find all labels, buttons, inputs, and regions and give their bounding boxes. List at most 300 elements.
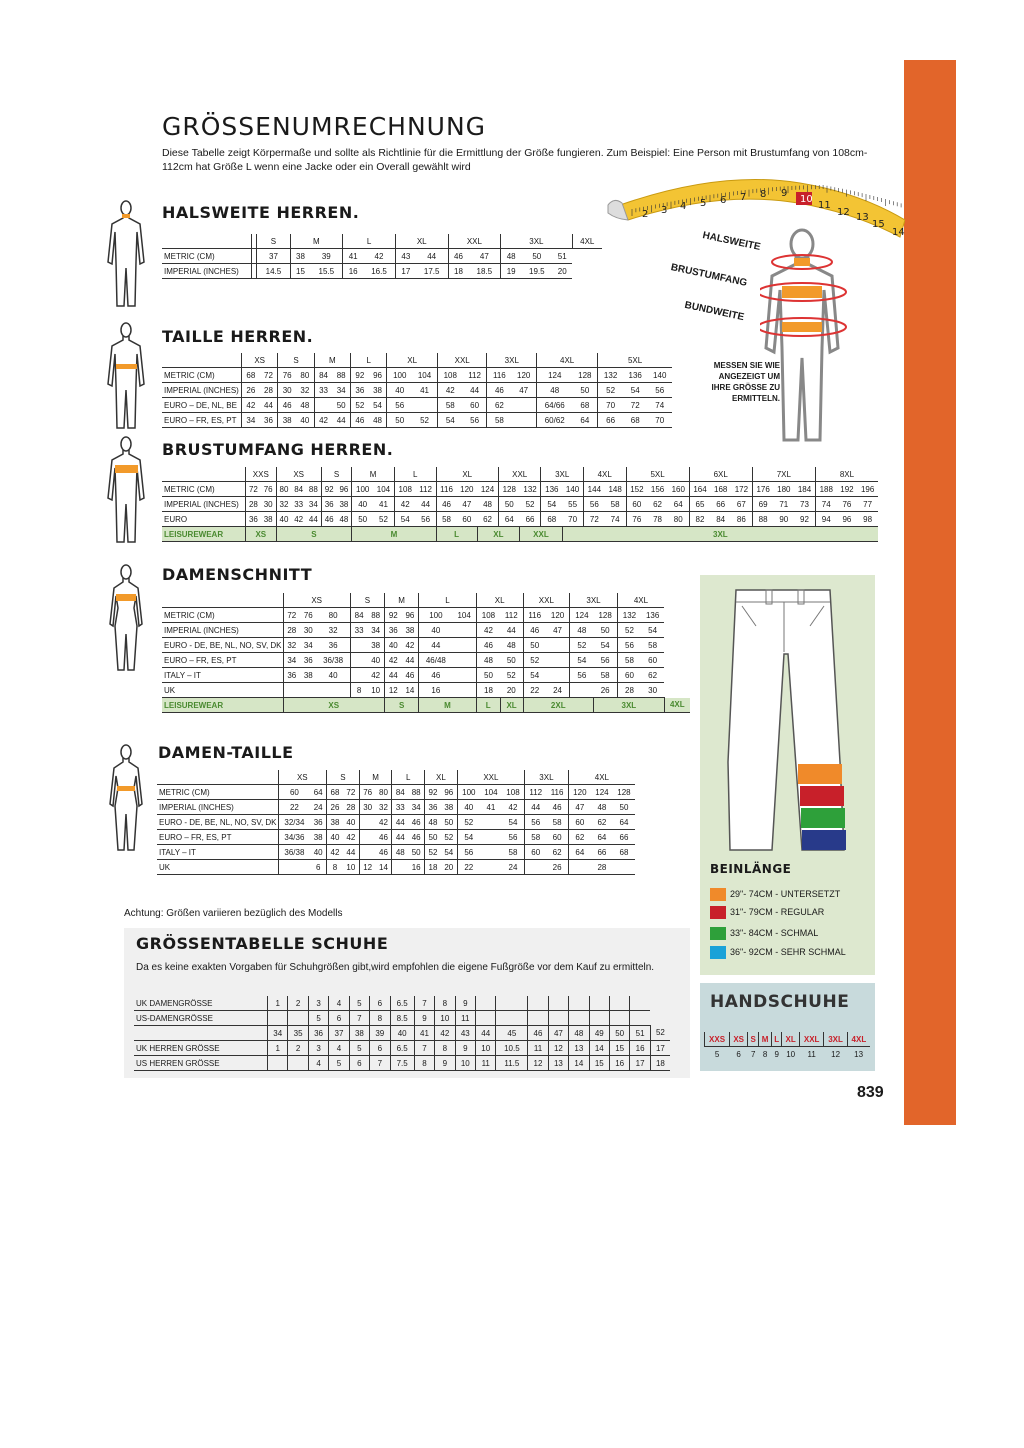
table-cell [314, 398, 332, 413]
table-cell: 36 [308, 1026, 328, 1041]
table-cell: 112 [500, 608, 523, 623]
table-cell: 44 [416, 497, 436, 512]
table-cell: S [321, 467, 352, 482]
table-cell: L [392, 770, 425, 785]
table-cell: IMPERIAL (INCHES) [162, 497, 246, 512]
table-cell: 45 [496, 1026, 528, 1041]
table-cell [476, 1011, 496, 1026]
table-cell: 48 [501, 249, 521, 264]
table-cell: 42 [376, 815, 392, 830]
table-cell: 28 [260, 383, 278, 398]
table-cell: 15.5 [310, 264, 342, 279]
table-cell: 48 [369, 413, 387, 428]
table-cell: 26 [594, 683, 618, 698]
table-cell: 86 [731, 512, 752, 527]
shoe-section-desc: Da es keine exakten Vorgaben für Schuhgrößen gibt,wird empfohlen die eigene Fußgröße vor dem Kauf zu ermitteln. [136, 962, 655, 973]
table-cell: 34/36 [278, 830, 310, 845]
table-cell: 3XL [824, 1032, 847, 1047]
table-cell: 52 [373, 512, 394, 527]
table-cell: 42 [363, 249, 395, 264]
table-cell: 36 [321, 497, 336, 512]
table-cell: 41 [480, 800, 502, 815]
table-cell [609, 996, 629, 1011]
table-cell: IMPERIAL (INCHES) [157, 800, 278, 815]
table-cell: 15 [609, 1041, 629, 1056]
table-cell: 116 [436, 482, 456, 497]
table-cell: 132 [598, 368, 623, 383]
table-cell: EURO – FR, ES, PT [157, 830, 278, 845]
table-cell: 56 [525, 815, 547, 830]
table-cell: 33 [350, 623, 367, 638]
table-cell: 32 [296, 383, 314, 398]
table-cell: 64 [498, 512, 519, 527]
table-cell: 60 [546, 830, 568, 845]
table-cell: L [436, 527, 477, 542]
table-cell: 65 [689, 497, 710, 512]
table-cell: 64 [572, 413, 597, 428]
table-row [157, 815, 635, 830]
table-cell: EURO - DE, BE, NL, NO, SV, DK [157, 815, 278, 830]
table-cell: 16 [419, 683, 453, 698]
table-row [162, 398, 672, 413]
table-cell: 52 [598, 383, 623, 398]
table-cell: 52 [520, 497, 541, 512]
table-cell: 26 [546, 860, 568, 875]
table-cell: S [748, 1032, 759, 1047]
table-row [157, 785, 635, 800]
leisurewear-row [162, 698, 690, 713]
table-cell: 10 [367, 683, 384, 698]
table-cell: 4XL [568, 770, 635, 785]
table-cell: XXL [523, 593, 570, 608]
orange-side-bar [904, 60, 956, 1125]
table-cell [528, 996, 548, 1011]
table-cell: 58 [525, 830, 547, 845]
table-cell: 60 [568, 815, 591, 830]
table-row [134, 1056, 670, 1071]
table-cell: 36 [300, 653, 316, 668]
table-cell [548, 1011, 568, 1026]
table-cell: 46 [546, 800, 568, 815]
table-cell: 5XL [598, 353, 672, 368]
table-cell: 17 [630, 1056, 650, 1071]
table-cell: 48 [392, 845, 408, 860]
table-cell: 9 [455, 996, 475, 1011]
table-cell: 152 [626, 482, 647, 497]
table-row [157, 860, 635, 875]
table-cell: 37 [329, 1026, 349, 1041]
table-cell: 56 [463, 413, 487, 428]
table-cell: 36 [425, 800, 441, 815]
table-cell: 3 [308, 996, 328, 1011]
table-cell: 4XL [537, 353, 598, 368]
table-cell [548, 996, 568, 1011]
table-cell: 38 [402, 623, 419, 638]
table-cell: XXL [799, 1032, 824, 1047]
table-cell: 46 [351, 413, 369, 428]
table-cell: 42 [394, 497, 415, 512]
table-cell: 42 [291, 512, 306, 527]
table-cell: 72 [246, 482, 261, 497]
table-cell: 50 [332, 398, 350, 413]
table-cell: 24 [502, 860, 525, 875]
table-cell: 47 [511, 383, 536, 398]
tape-number: 15 [872, 219, 885, 230]
table-cell: 32 [283, 638, 300, 653]
table-cell: METRIC (CM) [162, 368, 242, 383]
table-cell: 5XL [626, 467, 689, 482]
table-cell: 148 [605, 482, 626, 497]
table-cell [476, 996, 496, 1011]
table-cell: 26 [327, 800, 343, 815]
table-cell: 46 [278, 398, 296, 413]
table-cell: EURO – DE, NL, BE [162, 398, 242, 413]
table-cell: 68 [327, 785, 343, 800]
body-icon-taille [104, 322, 148, 430]
section-title-damen-taille: DAMEN-TAILLE [158, 743, 294, 762]
table-cell: EURO – FR, ES, PT [162, 653, 283, 668]
table-cell: 120 [546, 608, 570, 623]
table-cell: 32 [276, 497, 291, 512]
table-cell: 13 [569, 1041, 589, 1056]
table-cell: EURO [162, 512, 246, 527]
page-number: 839 [857, 1084, 884, 1101]
tape-number: 4 [680, 201, 687, 212]
table-cell: 50 [594, 623, 618, 638]
table-row [162, 264, 602, 279]
table-cell: 4XL [572, 234, 602, 249]
table-cell: 78 [647, 512, 668, 527]
table-cell: XL [477, 527, 520, 542]
table-cell: 28 [343, 800, 359, 815]
table-cell: 40 [457, 800, 480, 815]
table-cell: 192 [837, 482, 858, 497]
table-cell: 48 [591, 800, 613, 815]
table-cell: 58 [594, 668, 618, 683]
table-cell: 52 [617, 623, 641, 638]
table-cell: 30 [278, 383, 296, 398]
table-cell: 38 [290, 249, 310, 264]
table-cell: 66 [613, 830, 635, 845]
table-cell: 88 [367, 608, 384, 623]
table-cell: 64 [613, 815, 635, 830]
table-row [157, 800, 635, 815]
table-cell: 48 [296, 398, 314, 413]
table-cell: 112 [416, 482, 436, 497]
table-cell: 104 [412, 368, 437, 383]
table-cell: XL [387, 353, 438, 368]
table-cell: 50 [500, 653, 523, 668]
tape-number: 5 [700, 198, 707, 209]
table-cell: 2 [288, 996, 308, 1011]
table-cell [480, 860, 502, 875]
table-cell: 47 [568, 800, 591, 815]
table-cell: 44 [343, 845, 359, 860]
table-cell: 60 [278, 785, 310, 800]
table-cell: M [359, 770, 392, 785]
table-cell: 56 [583, 497, 604, 512]
tape-number: 2 [642, 209, 649, 220]
table-header-row [157, 770, 635, 785]
table-cell: 38 [349, 1026, 369, 1041]
table-cell: 48 [537, 383, 573, 398]
table-cell: 70 [647, 413, 672, 428]
table-cell: 44 [525, 800, 547, 815]
table-cell: 116 [546, 785, 568, 800]
table-cell: 6.5 [390, 1041, 414, 1056]
table-cell: 40 [296, 413, 314, 428]
table-cell: 50 [425, 830, 441, 845]
table-cell [359, 830, 375, 845]
table-cell: S [276, 527, 352, 542]
table-cell: 16 [343, 264, 363, 279]
table-cell [546, 638, 570, 653]
table-cell: 52 [523, 653, 546, 668]
table-cell: 66 [591, 845, 613, 860]
table-cell: 16 [630, 1041, 650, 1056]
female-icon-damen-taille [104, 744, 148, 852]
table-cell: XXL [520, 527, 563, 542]
table-cell: XS [283, 593, 350, 608]
table-cell: 64 [568, 845, 591, 860]
table-cell: 58 [546, 815, 568, 830]
table-cell: METRIC (CM) [157, 785, 278, 800]
table-cell: 20 [553, 264, 572, 279]
tape-number: 7 [740, 192, 747, 203]
intro-text: Diese Tabelle zeigt Körpermaße und sollte als Richtlinie für die Ermittlung der Größe fungieren. Zum Beispiel: Eine Person mit Brustumfang von 108cm-112cm hat Größe L wenn eine Jacke oder ein Overall gewählt wird [162, 147, 868, 173]
table-cell: UK [157, 860, 278, 875]
table-cell: 44 [332, 413, 350, 428]
table-cell: 56 [416, 512, 436, 527]
table-cell: 38 [278, 413, 296, 428]
table-cell: 39 [310, 249, 342, 264]
table-cell [546, 653, 570, 668]
table-header-row [162, 593, 690, 608]
table-cell: 64 [668, 497, 689, 512]
table-cell: 58 [487, 413, 511, 428]
table-cell [162, 353, 242, 368]
table-row [162, 608, 690, 623]
table-cell: 92 [351, 368, 369, 383]
table-cell: 49 [589, 1026, 609, 1041]
table-cell: 36 [283, 668, 300, 683]
table-cell: IMPERIAL (INCHES) [162, 264, 252, 279]
table-cell: 60/62 [537, 413, 573, 428]
table-row [162, 482, 878, 497]
table-cell: 54 [523, 668, 546, 683]
table-cell: 74 [815, 497, 836, 512]
table-cell: 7.5 [390, 1056, 414, 1071]
table-cell: S [278, 353, 314, 368]
table-cell: 144 [583, 482, 604, 497]
table-cell: 12 [548, 1041, 568, 1056]
table-cell: LEISUREWEAR [162, 527, 246, 542]
table-cell: 50 [441, 815, 457, 830]
tape-number: 11 [818, 200, 831, 211]
table-cell: 56 [647, 383, 672, 398]
table-cell: XL [425, 770, 458, 785]
table-cell: UK [162, 683, 283, 698]
table-cell: 50 [572, 383, 597, 398]
table-row [134, 1026, 670, 1041]
tape-number: 10 [800, 194, 813, 205]
table-cell: 38 [367, 638, 384, 653]
table-cell: 3XL [525, 770, 569, 785]
table-cell: 44 [392, 830, 408, 845]
table-cell: 33 [291, 497, 306, 512]
table-row [157, 830, 635, 845]
table-cell [316, 683, 350, 698]
table-cell: 42 [385, 653, 402, 668]
table-cell: 34 [283, 653, 300, 668]
table-cell: 48 [425, 815, 441, 830]
table-cell: 54 [641, 623, 664, 638]
table-cell: 188 [815, 482, 836, 497]
table-cell [453, 623, 477, 638]
table-cell: 96 [337, 482, 352, 497]
table-cell: 19 [501, 264, 521, 279]
table-cell: 7 [414, 996, 434, 1011]
table-cell: 50 [408, 845, 424, 860]
table-cell: 164 [689, 482, 710, 497]
table-cell: 5 [349, 1041, 369, 1056]
table-cell: US HERREN GRÖSSE [134, 1056, 268, 1071]
table-cell: 6 [310, 860, 326, 875]
table-cell: M [290, 234, 343, 249]
table-cell: 39 [370, 1026, 390, 1041]
table-cell: 42 [327, 845, 343, 860]
table-cell: 46 [487, 383, 511, 398]
table-cell: 36 [316, 638, 350, 653]
table-cell: 172 [731, 482, 752, 497]
table-header-row [162, 467, 878, 482]
table-cell: 5 [308, 1011, 328, 1026]
table-cell: 1 [268, 996, 288, 1011]
table-cell [268, 1056, 288, 1071]
table-cell: 108 [394, 482, 415, 497]
table-cell: 48 [476, 653, 500, 668]
table-cell: S [257, 234, 290, 249]
table-cell: 44 [260, 398, 278, 413]
tape-number: 14 [892, 227, 905, 238]
table-cell: 64 [591, 830, 613, 845]
table-cell: M [314, 353, 350, 368]
table-cell [570, 683, 594, 698]
table-cell: 60 [457, 512, 478, 527]
table-cell: 17.5 [416, 264, 448, 279]
table-cell: 36 [260, 413, 278, 428]
table-cell: 48 [337, 512, 352, 527]
table-cell: 44 [385, 668, 402, 683]
table-cell: 16.5 [363, 264, 395, 279]
table-cell: 52 [457, 815, 480, 830]
table-cell: 10 [476, 1041, 496, 1056]
table-cell: 180 [774, 482, 795, 497]
table-cell: 56 [457, 845, 480, 860]
table-cell: 128 [572, 368, 597, 383]
table-cell: 76 [837, 497, 858, 512]
table-cell: US-DAMENGRÖSSE [134, 1011, 268, 1026]
table-cell: 40 [387, 383, 412, 398]
table-cell: 4XL [583, 467, 626, 482]
table-cell: 82 [689, 512, 710, 527]
table-cell: 84 [314, 368, 332, 383]
table-cell: 68 [242, 368, 260, 383]
table-cell: 76 [261, 482, 276, 497]
table-cell: 54 [594, 638, 618, 653]
table-cell: M [352, 527, 436, 542]
table-cell: 42 [502, 800, 525, 815]
table-cell: 6 [736, 1049, 741, 1059]
table-cell: 47 [468, 249, 500, 264]
table-cell: 6XL [689, 467, 752, 482]
table-cell: 54 [457, 830, 480, 845]
table-cell: 12 [528, 1056, 548, 1071]
table-cell: 32 [376, 800, 392, 815]
table-cell: M [385, 593, 419, 608]
table-cell: 8XL [815, 467, 878, 482]
tape-number: 9 [781, 188, 788, 199]
size-variation-note: Achtung: Größen variieren bezüglich des Modells [124, 908, 343, 919]
table-cell: 68 [541, 512, 562, 527]
table-cell [350, 638, 367, 653]
table-cell: 22 [457, 860, 480, 875]
table-cell: 2XL [523, 698, 594, 713]
table-cell [288, 1011, 308, 1026]
table-cell: 11 [455, 1011, 475, 1026]
table-cell: 132 [617, 608, 641, 623]
table-cell: 9 [774, 1049, 779, 1059]
table-cell: 11 [807, 1049, 816, 1059]
table-cell [480, 815, 502, 830]
table-cell: 60 [617, 668, 641, 683]
table-cell: 40 [367, 653, 384, 668]
table-cell: 80 [376, 785, 392, 800]
table-cell [528, 1011, 548, 1026]
table-row [162, 668, 690, 683]
table-cell: 40 [327, 830, 343, 845]
table-cell: 100 [352, 482, 373, 497]
leisurewear-row [162, 527, 878, 542]
table-cell: 28 [283, 623, 300, 638]
table-cell: 43 [455, 1026, 475, 1041]
table-cell: 70 [598, 398, 623, 413]
table-cell: 40 [352, 497, 373, 512]
table-cell: 98 [857, 512, 878, 527]
table-cell: METRIC (CM) [162, 249, 252, 264]
beinlaenge-item: 33"- 84CM - SCHMAL [710, 927, 818, 940]
table-cell: 80 [296, 368, 314, 383]
table-cell: 46 [408, 815, 424, 830]
table-cell: 92 [321, 482, 336, 497]
table-cell: 38 [310, 830, 326, 845]
table-cell: 56 [594, 653, 618, 668]
table-cell: 92 [425, 785, 441, 800]
table-cell: 64 [310, 785, 326, 800]
table-cell: 74 [647, 398, 672, 413]
table-cell: 41 [412, 383, 437, 398]
table-cell: 48 [477, 497, 498, 512]
table-shoe-sizes [134, 996, 670, 1071]
table-cell: 84 [392, 785, 408, 800]
table-cell: 60 [641, 653, 664, 668]
table-cell: UK DAMENGRÖSSE [134, 996, 268, 1011]
table-cell: 54 [441, 845, 457, 860]
table-row [134, 1041, 670, 1056]
table-cell: 124 [570, 608, 594, 623]
table-cell: 72 [283, 608, 300, 623]
table-cell: 92 [794, 512, 815, 527]
